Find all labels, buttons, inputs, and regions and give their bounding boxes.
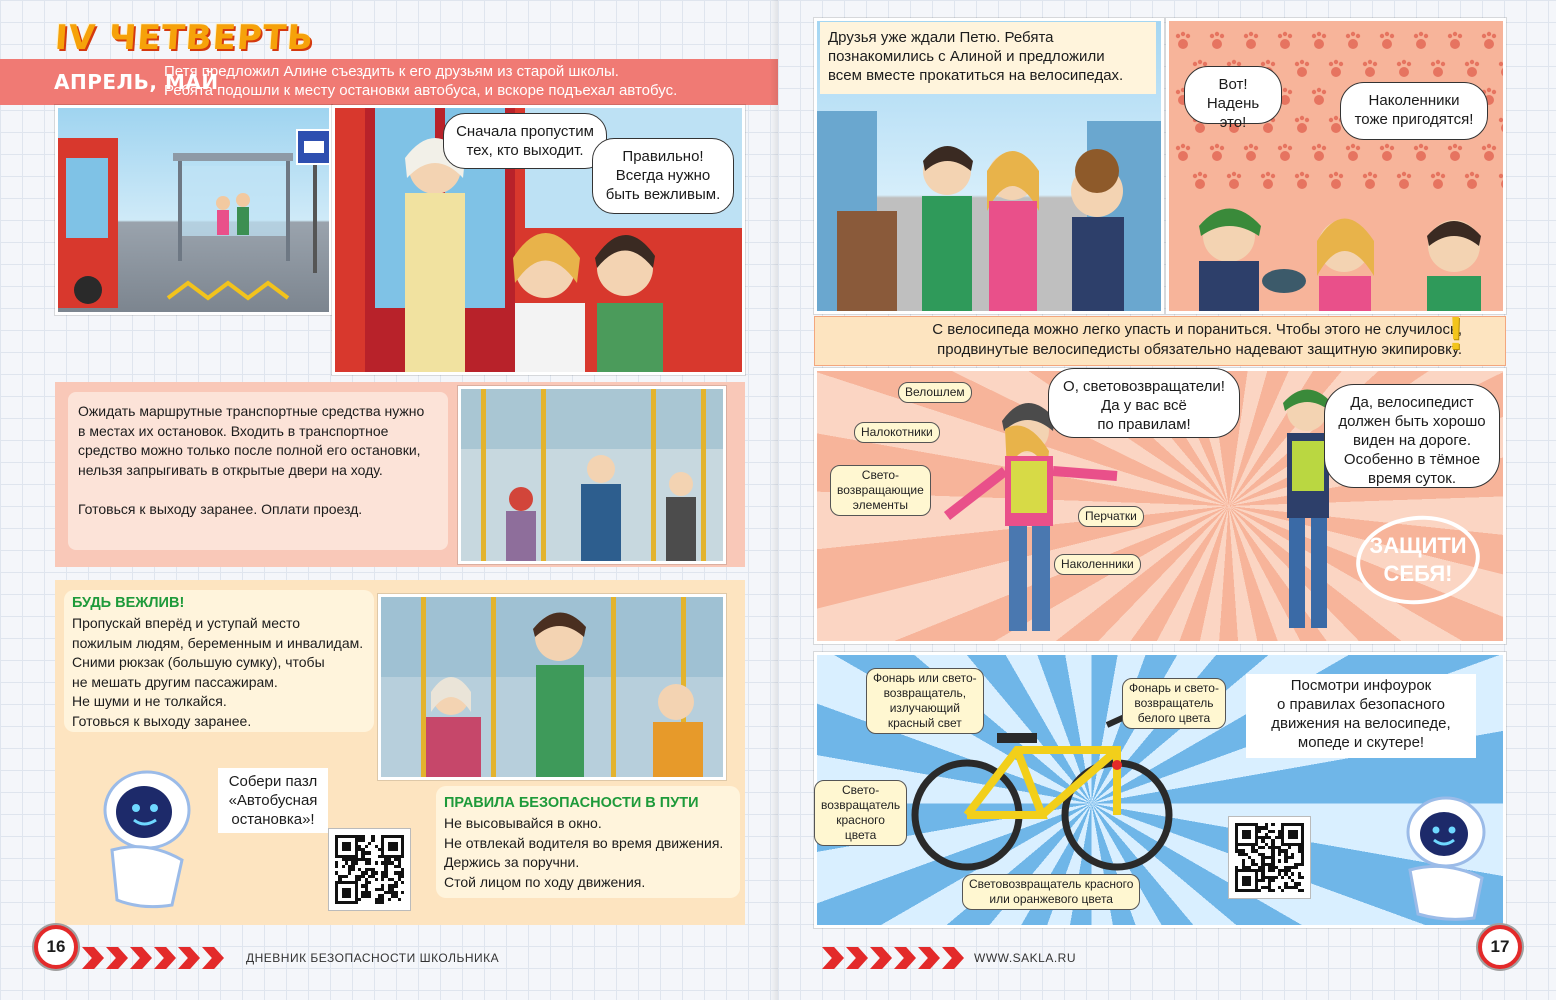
speech-bubble-grandma: Сначала пропустим тех, кто выходит. xyxy=(443,113,607,169)
speech-bubble-cyclist: Да, велосипедист должен быть хорошо виден на дороге. Особенно в тёмное время суток. xyxy=(1324,384,1500,488)
bus-stop-scene xyxy=(58,108,332,315)
bus-interior-illustration xyxy=(458,386,726,564)
label-elbow: Налокотники xyxy=(854,422,940,443)
safety-title: ПРАВИЛА БЕЗОПАСНОСТИ В ПУТИ xyxy=(444,795,699,811)
label-helmet: Велошлем xyxy=(898,382,972,403)
qr-pattern xyxy=(335,835,404,904)
robot-mascot-right xyxy=(1390,782,1502,922)
label-gloves: Перчатки xyxy=(1078,506,1144,527)
month-label: АПРЕЛЬ, МАЙ xyxy=(54,70,219,94)
warning-text: С велосипеда можно легко упасть и пораниться. Чтобы этого не случилось, продвинутые велосипедисты обязательно надевают защитную экипировку. xyxy=(932,321,1462,358)
footer-title: ДНЕВНИК БЕЗОПАСНОСТИ ШКОЛЬНИКА xyxy=(246,951,500,965)
infolesson-text: Посмотри инфоурок о правилах безопасного движения на велосипеде, мопеде и скутере! xyxy=(1246,674,1476,758)
qr-code-puzzle[interactable] xyxy=(328,828,411,911)
intro-text: Петя предложил Алине съездить к его друзьям из старой школы. Ребята подошли к месту остановки автобуса, и вскоре подъехал автобус. xyxy=(164,63,678,99)
qr-pattern xyxy=(1235,823,1304,892)
page-number-left: 16 xyxy=(34,925,78,969)
qr-code-infolesson[interactable] xyxy=(1228,816,1311,899)
speech-bubble-boy: Правильно! Всегда нужно быть вежливым. xyxy=(592,138,734,214)
robot-mascot xyxy=(72,750,202,910)
quarter-title: IV ЧЕТВЕРТЬ xyxy=(53,18,316,58)
friends-caption: Друзья уже ждали Петю. Ребята познакомились с Алиной и предложили всем вместе прокатиться на велосипедах. xyxy=(828,29,1124,84)
rules-text: Ожидать маршрутные транспортные средства нужно в местах их остановок. Входить в транспортное средство можно только после полной его остановки, нельзя запрыгивать в открытые двери на ходу. Готовься к выходу заранее. Оплати проезд. xyxy=(78,403,425,517)
bus-stop-illustration xyxy=(55,105,332,315)
page-number-right: 17 xyxy=(1478,925,1522,969)
robot-icon xyxy=(72,750,202,910)
chevron-strip-left xyxy=(82,947,224,969)
right-page xyxy=(778,0,1556,1000)
speech-bubble-here: Вот! Надень это! xyxy=(1184,66,1282,124)
label-front-light: Фонарь и свето- возвращатель белого цвета xyxy=(1122,678,1226,729)
speech-bubble-knees: Наколенники тоже пригодятся! xyxy=(1340,82,1488,140)
footer-website[interactable]: WWW.SAKLA.RU xyxy=(974,951,1077,965)
speech-bubble-reflectors: О, световозвращатели! Да у вас всё по правилам! xyxy=(1048,368,1240,438)
label-wheel-reflector: Световозвращатель красного или оранжевого цвета xyxy=(962,874,1140,910)
polite-text: Пропускай вперёд и уступай место пожилым людям, беременным и инвалидам. Сними рюкзак (большую сумку), чтобы не мешать другим пассажирам. Не шуми и не толкайся. Готовься к выходу заранее. xyxy=(72,615,364,729)
protect-text: ЗАЩИТИ СЕБЯ! xyxy=(1369,533,1467,586)
seat-art xyxy=(381,597,726,780)
label-reflect: Свето- возвращающие элементы xyxy=(830,465,931,516)
helmet-art xyxy=(1169,21,1506,314)
exclamation-icon: ! xyxy=(1448,307,1464,359)
seat-illustration xyxy=(378,594,726,780)
puzzle-text: Собери пазл «Автобусная остановка»! xyxy=(218,768,328,833)
label-rear-light: Фонарь или свето- возвращатель, излучающий красный свет xyxy=(866,668,984,734)
chevron-strip-right xyxy=(822,947,964,969)
label-red-reflector: Свето- возвращатель красного цвета xyxy=(814,780,907,846)
polite-title: БУДЬ ВЕЖЛИВ! xyxy=(72,595,185,611)
safety-text: Не высовывайся в окно. Не отвлекай водителя во время движения. Держись за поручни. Стой лицом по ходу движения. xyxy=(444,815,724,890)
label-knee: Наколенники xyxy=(1054,554,1141,575)
helmet-illustration xyxy=(1166,18,1506,314)
bus-interior-art xyxy=(461,389,726,564)
robot-icon xyxy=(1390,782,1502,922)
